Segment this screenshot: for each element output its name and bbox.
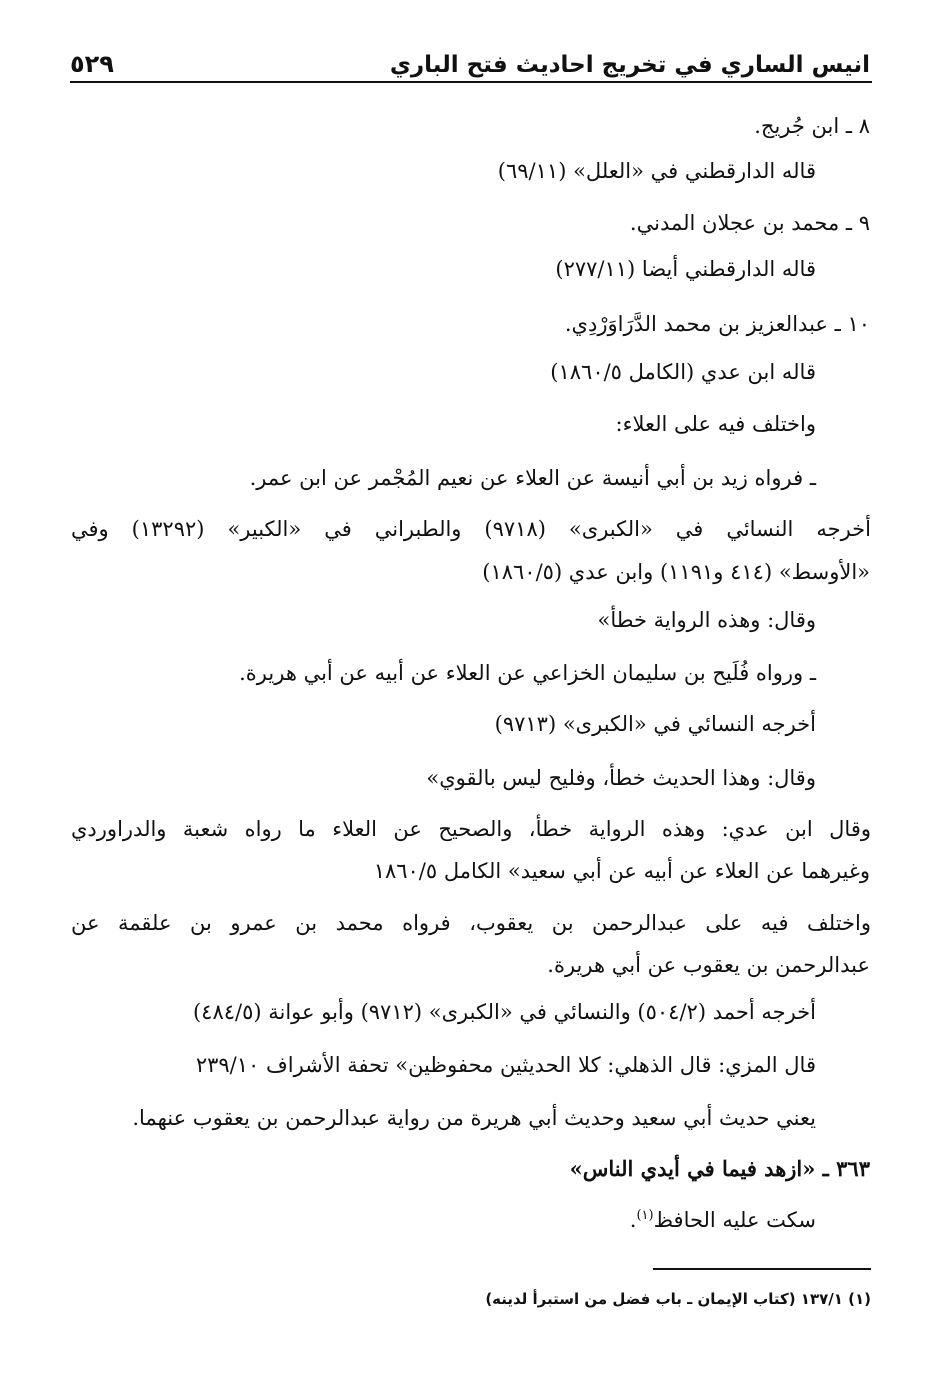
paragraph-line: وقال: وهذه الرواية خطأ» — [597, 608, 816, 632]
paragraph-line: ـ ورواه فُلَيح بن سليمان الخزاعي عن العلاء عن أبيه عن أبي هريرة. — [239, 661, 816, 685]
footnote-marker: (١) — [636, 1208, 654, 1223]
paragraph-line-justified: أخرجه النسائي في «الكبرى» (٩٧١٨) والطبراني في «الكبير» (١٣٢٩٢) وفي — [71, 517, 871, 541]
paragraph-line: «الأوسط» (٤١٤ و١١٩١) وابن عدي (١٨٦٠/٥) — [482, 560, 870, 584]
hadith-heading-363: ٣٦٣ ـ «ازهد فيما في أيدي الناس» — [569, 1156, 870, 1181]
paragraph-line: وغيرهما عن العلاء عن أبيه عن أبي سعيد» الكامل ١٨٦٠/٥ — [373, 859, 870, 883]
paragraph-text: سكت عليه الحافظ — [653, 1208, 816, 1232]
paragraph-line: أخرجه النسائي في «الكبرى» (٩٧١٣) — [494, 712, 816, 736]
footnote: (١) ١٣٧/١ (كتاب الإيمان ـ باب فضل من استبرأ لدينه) — [485, 1290, 871, 1308]
paragraph-line: عبدالرحمن بن يعقوب عن أبي هريرة. — [547, 953, 870, 977]
paragraph-line-justified: وقال ابن عدي: وهذه الرواية خطأ، والصحيح عن العلاء ما رواه شعبة والدراوردي — [71, 817, 871, 841]
book-title: انيس الساري في تخريج احاديث فتح الباري — [389, 52, 870, 78]
header-rule — [70, 81, 872, 83]
page-number: ٥٢٩ — [70, 50, 114, 78]
citation-line: قاله الدارقطني أيضا (٢٧٧/١١) — [555, 257, 816, 281]
paragraph-line: واختلف فيه على العلاء: — [615, 412, 816, 436]
citation-line: قاله ابن عدي (الكامل ١٨٦٠/٥) — [550, 360, 816, 384]
paragraph-line-justified: واختلف فيه على عبدالرحمن بن يعقوب، فرواه محمد بن عمرو بن علقمة عن — [71, 911, 871, 935]
paragraph-line: ـ فرواه زيد بن أبي أنيسة عن العلاء عن نعيم المُجْمر عن ابن عمر. — [249, 466, 816, 490]
footnote-rule — [653, 1268, 871, 1270]
numbered-item-8: ٨ ـ ابن جُريج. — [754, 114, 870, 138]
numbered-item-9: ٩ ـ محمد بن عجلان المدني. — [629, 211, 870, 235]
running-header — [70, 34, 870, 78]
citation-line: قاله الدارقطني في «العلل» (٦٩/١١) — [497, 159, 816, 183]
paragraph-line: سكت عليه الحافظ$^{(١)}$. — [629, 1208, 816, 1232]
paragraph-line: أخرجه أحمد (٥٠٤/٢) والنسائي في «الكبرى» (٩٧١٢) وأبو عوانة (٤٨٤/٥) — [192, 1000, 816, 1024]
paragraph-line: وقال: وهذا الحديث خطأ، وفليح ليس بالقوي» — [426, 766, 816, 790]
numbered-item-10: ١٠ ـ عبدالعزيز بن محمد الدَّرَاوَرْدِي. — [564, 312, 870, 336]
paragraph-line: يعني حديث أبي سعيد وحديث أبي هريرة من رواية عبدالرحمن بن يعقوب عنهما. — [132, 1106, 816, 1130]
paragraph-line: قال المزي: قال الذهلي: كلا الحديثين محفوظين» تحفة الأشراف ٢٣٩/١٠ — [195, 1053, 816, 1077]
